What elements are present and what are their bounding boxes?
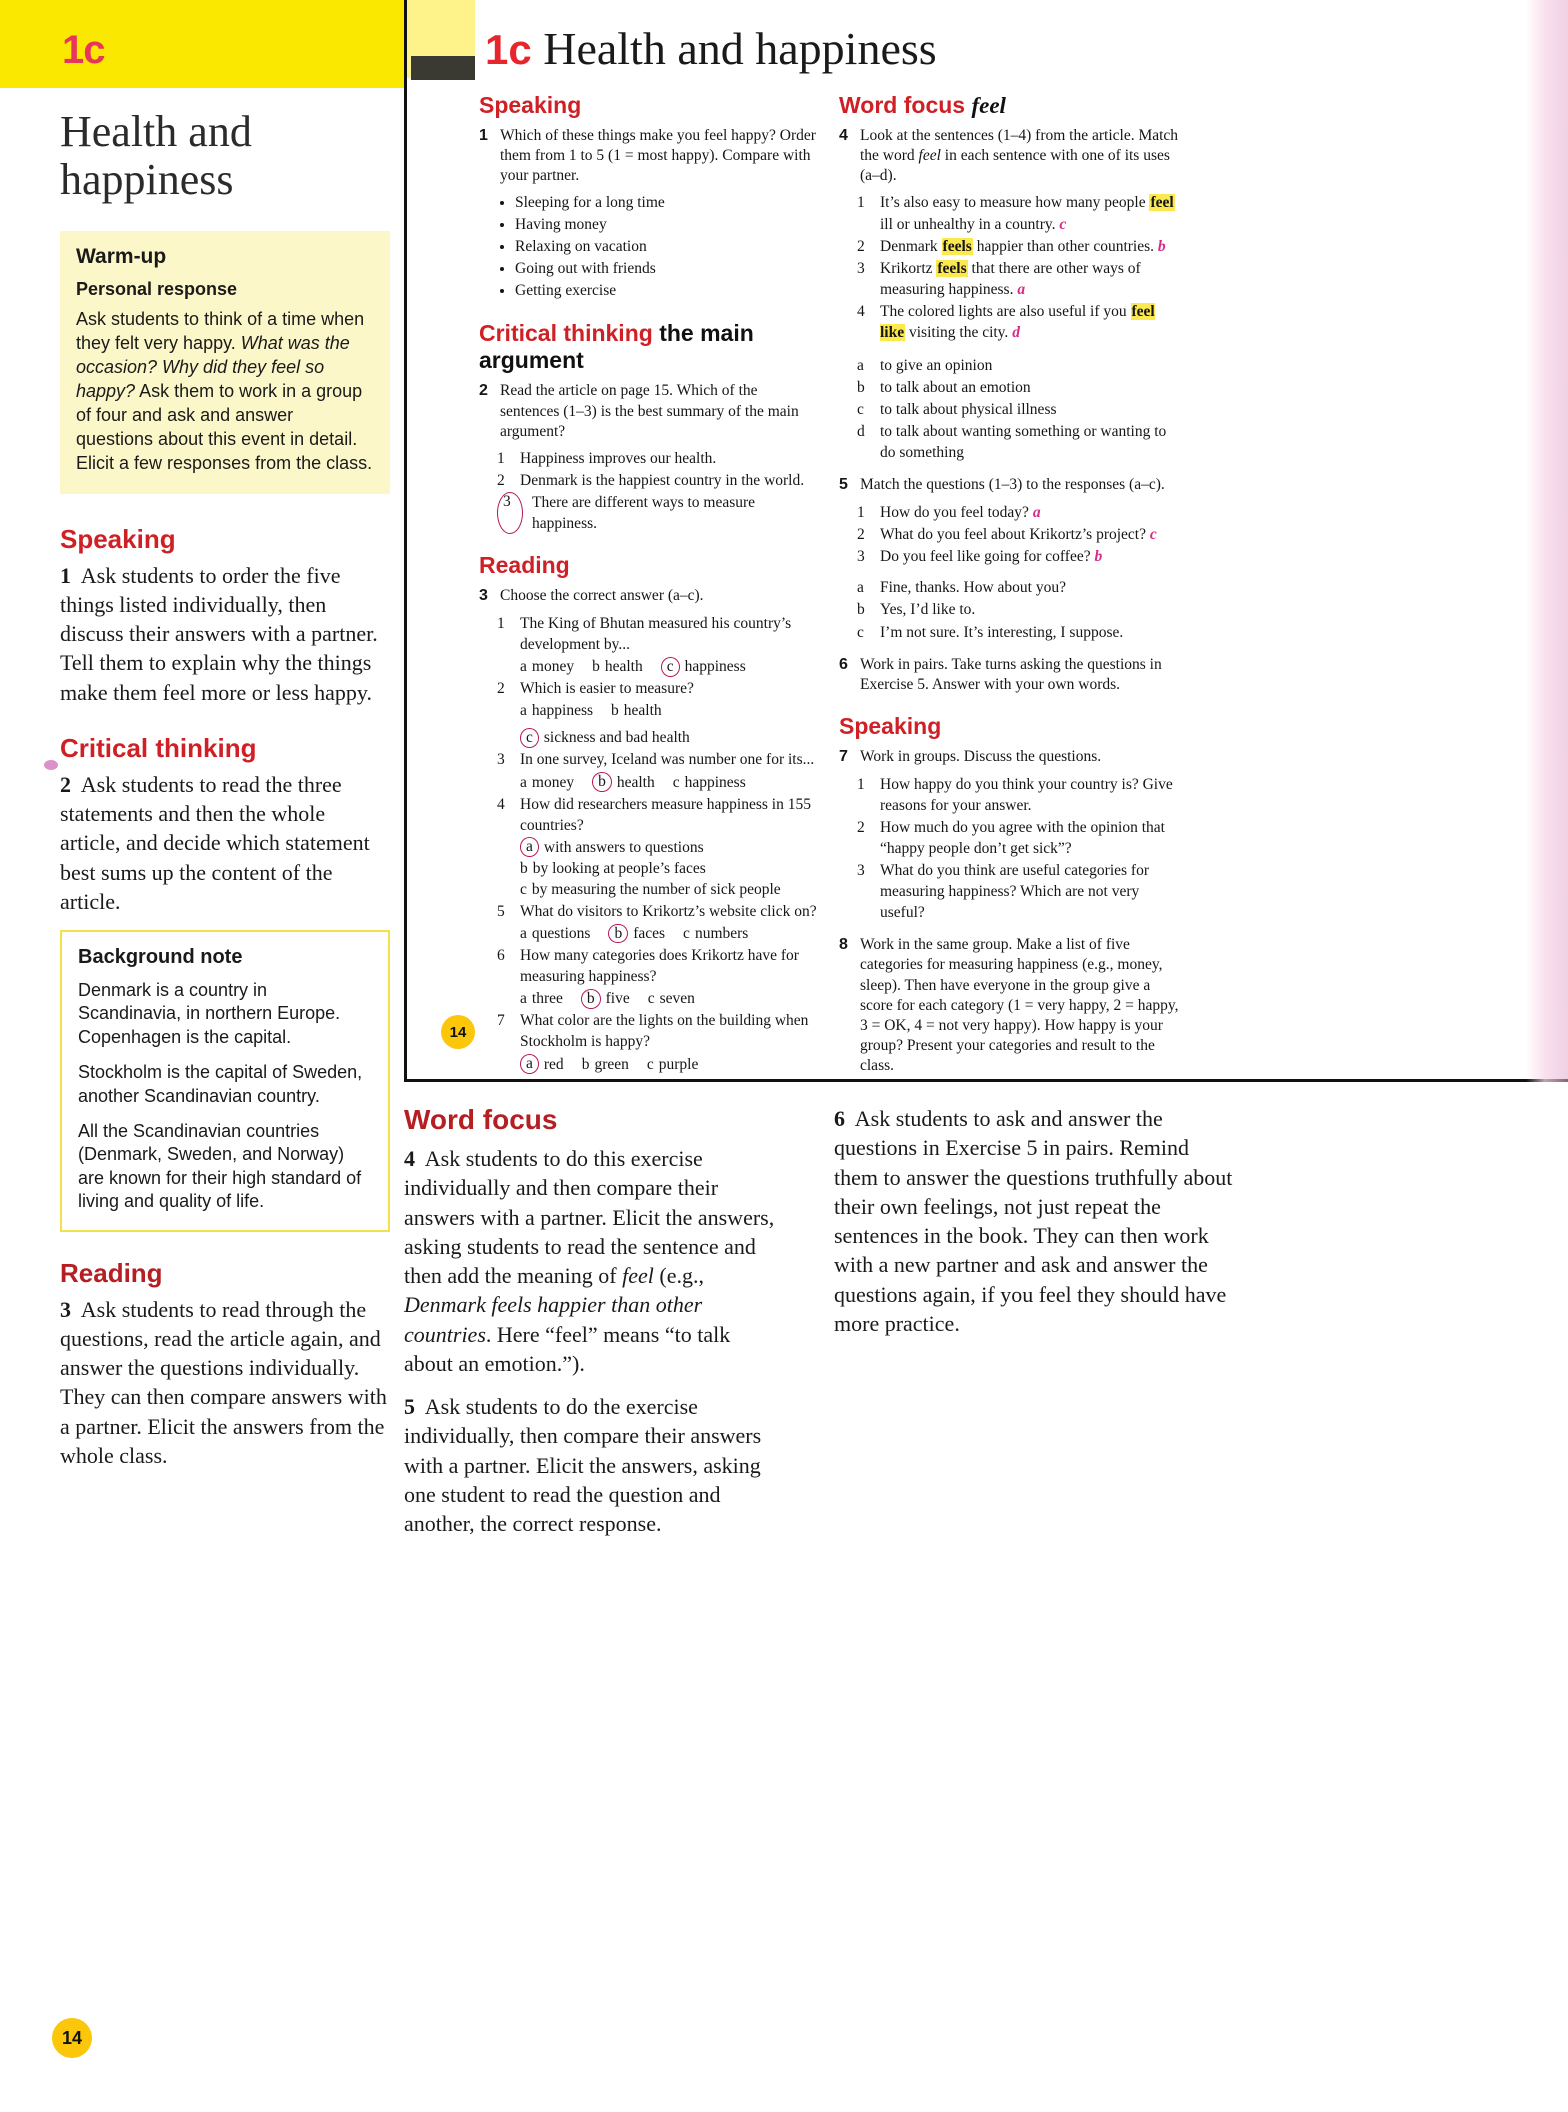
answer-options: [520, 923, 817, 944]
word-focus-heading-word: feel: [971, 93, 1006, 118]
option-text: green: [594, 1055, 629, 1073]
list-item: [857, 774, 1179, 816]
option-key: b: [520, 859, 528, 877]
list-item: [497, 794, 819, 900]
critical-heading-red: Critical thinking: [479, 320, 653, 347]
note-6-text: Ask students to ask and answer the questions in Exercise 5 in pairs. Remind them to answer the questions truthfully about their own feelings, not just repeat the sentences in the book. They can then work with a new partner and ask and answer the questions again, if you feel they should have more practice.: [834, 1106, 1233, 1336]
answer-option: [611, 700, 662, 721]
sentence-post: happier than other countries.: [972, 237, 1155, 255]
response-key: a: [857, 579, 864, 597]
list-item: [497, 1010, 819, 1074]
inset-speaking2-heading: Speaking: [839, 712, 942, 739]
list-item: [497, 448, 819, 469]
option-text: faces: [633, 925, 666, 943]
list-item: [857, 258, 1179, 300]
student-book-inset: [404, 0, 1568, 1082]
option-key: a: [520, 658, 527, 676]
option-key-circled: b: [608, 924, 628, 944]
inset-column-right: [839, 92, 1179, 1082]
question-number: 1: [497, 614, 505, 632]
question-text: The King of Bhutan measured his country’s development by...: [520, 614, 792, 654]
list-item: [857, 355, 1179, 376]
exercise-1-prompt: Which of these things make you feel happy? Order them from 1 to 5 (1 = most happy). Compare with your partner.: [500, 127, 816, 185]
background-note-box: [60, 930, 390, 1232]
teacher-reading-note: [60, 1295, 390, 1471]
item-text: What do you think are useful categories for measuring happiness? Which are not very useful?: [880, 862, 1150, 922]
question-number: 5: [497, 902, 505, 920]
teacher-reading-number: 3: [60, 1296, 71, 1322]
answer-option: [582, 1054, 629, 1075]
critical-thinking-options: [497, 448, 819, 534]
bottom-notes-right: [834, 1104, 1234, 1552]
option-key-circled: c: [661, 657, 680, 677]
inset-exercise-6: [839, 655, 1179, 695]
warm-up-box: [60, 231, 390, 494]
bottom-word-focus-heading: Word focus: [404, 1104, 558, 1135]
use-key: d: [857, 423, 865, 441]
sentence-pre: Krikortz: [880, 259, 937, 277]
option-text: health: [616, 773, 655, 791]
teacher-reading-text: Ask students to read through the questions, read the article again, and answer the questions individually. They can then compare answers with a partner. Elicit the answers from the whole class.: [60, 1296, 387, 1468]
question-key: 1: [857, 504, 865, 522]
list-item: • Relaxing on vacation: [515, 236, 819, 258]
question-number: 6: [497, 947, 505, 965]
answer-option: [520, 923, 590, 944]
reading-questions: [497, 613, 819, 1075]
inset-unit-number: 1c: [485, 26, 532, 73]
answer-options: [520, 656, 819, 677]
answer-options: [520, 700, 819, 748]
bottom-note-5: [404, 1392, 784, 1538]
note-4-c: . Here “feel” means “to talk about an emotion.”).: [404, 1321, 731, 1376]
option-text: with answers to questions: [543, 838, 704, 856]
question-text: How do you feel today?: [880, 504, 1029, 522]
list-item: [857, 546, 1179, 567]
handwritten-answer: a: [1032, 504, 1041, 522]
option-text: numbers: [694, 925, 749, 943]
exercise-4-number: 4: [839, 127, 848, 144]
word-focus-sentences: [857, 192, 1179, 343]
note-4-b: (e.g.,: [653, 1263, 704, 1288]
warm-up-text-italic: What was the occasion? Why did they feel so happy?: [76, 332, 350, 401]
teacher-critical-text: Ask students to read the three statements and then the whole article, and decide which statement best sums up the content of the article.: [60, 771, 370, 914]
highlighted-word: feels: [937, 259, 967, 277]
question-number: 7: [497, 1012, 505, 1030]
answer-option-selected: [520, 1054, 564, 1075]
highlighted-word: feel: [1150, 194, 1174, 212]
list-item: • Getting exercise: [515, 280, 819, 302]
answer-option: [520, 988, 563, 1009]
exercise-2-number: 2: [479, 382, 488, 400]
note-6-number: 6: [834, 1106, 845, 1131]
answer-options: [520, 988, 819, 1009]
option-text: money: [531, 773, 575, 791]
inset-reading-heading: Reading: [479, 552, 570, 579]
teacher-left-column: [60, 108, 390, 1476]
inset-title-text: Health and happiness: [543, 23, 937, 74]
option-text: purple: [658, 1055, 699, 1073]
word-focus-uses: [857, 355, 1179, 463]
answer-option-selected: [520, 727, 807, 748]
exercise-5-prompt: Match the questions (1–3) to the responses (a–c).: [860, 476, 1165, 494]
option-text: by measuring the number of sick people: [531, 880, 781, 898]
list-item: [497, 613, 819, 677]
use-text: to talk about wanting something or wanting to do something: [880, 423, 1167, 462]
unit-tag-left: 1c: [62, 28, 105, 72]
question-text: What color are the lights on the building when Stockholm is happy?: [520, 1012, 809, 1051]
option-key: a: [520, 925, 527, 943]
use-text: to talk about physical illness: [880, 401, 1057, 419]
response-text: Fine, thanks. How about you?: [880, 579, 1066, 597]
handwritten-answer: c: [1059, 215, 1067, 233]
answer-option: [683, 923, 748, 944]
exercise-4-prompt-a: Look at the sentences (1–4) from the article. Match the word: [860, 127, 1179, 165]
question-text: How many categories does Krikortz have for measuring happiness?: [520, 947, 799, 986]
background-note-p1: Denmark is a country in Scandinavia, in northern Europe. Copenhagen is the capital.: [78, 980, 341, 1047]
inset-critical-thinking-heading: [479, 320, 819, 374]
answer-option-selected: [520, 837, 807, 858]
option-key: b: [581, 1055, 590, 1073]
question-number: 4: [497, 795, 505, 813]
option-text: red: [543, 1055, 564, 1073]
inset-speaking-heading: Speaking: [479, 92, 582, 118]
option-text: health: [623, 702, 662, 720]
exercise-6-number: 6: [839, 655, 848, 673]
note-4-italic-1: feel: [622, 1263, 654, 1288]
option-key-circled: b: [581, 989, 601, 1009]
option-text: health: [604, 658, 643, 676]
answer-option: [520, 772, 574, 793]
list-item: [497, 945, 819, 1009]
option-key: c: [646, 1055, 654, 1073]
exercise-2-prompt: Read the article on page 15. Which of the sentences (1–3) is the best summary of the main argument?: [500, 382, 799, 440]
answer-option: [520, 700, 593, 721]
question-number: 2: [497, 680, 505, 698]
teacher-speaking-note: [60, 561, 390, 707]
note-4-a: Ask students to do this exercise individually and then compare their answers with a partner. Elicit the answers, asking students to read the sentence and then add the meaning of: [404, 1146, 775, 1288]
sentence-post: that there are other ways of measuring happiness.: [880, 259, 1141, 298]
use-text: to talk about an emotion: [880, 379, 1031, 397]
item-key: 1: [857, 775, 865, 793]
sentence-post: ill or unhealthy in a country.: [880, 215, 1056, 233]
inset-exercise-1: [479, 126, 819, 186]
response-key: b: [857, 601, 865, 619]
teacher-speaking-text: Ask students to order the five things listed individually, then discuss their answers with a partner. Tell them to explain why the things make them feel more or less happy.: [60, 562, 378, 705]
option-text: happiness: [531, 702, 594, 720]
inset-exercise-3: [479, 586, 819, 607]
item-key: 3: [857, 862, 865, 880]
warm-up-text-2: Ask them to work in a group of four and ask and answer questions about this event in detail. Elicit a few responses from the class.: [76, 380, 373, 473]
inset-word-focus-heading: [839, 92, 1179, 119]
option-key-circled: c: [520, 728, 539, 748]
inset-column-left: [479, 92, 819, 1081]
answer-option-selected: [581, 988, 630, 1009]
inset-exercise-5: [839, 475, 1179, 496]
option-text: by looking at people’s faces: [532, 859, 706, 877]
sentence-pre: Denmark: [880, 237, 942, 255]
background-note-title: Background note: [78, 946, 243, 969]
question-key: 3: [857, 548, 865, 566]
pink-pen-mark-icon: [44, 760, 58, 770]
exercise-4-prompt-italic: feel: [918, 147, 941, 165]
bottom-note-6: [834, 1104, 1234, 1338]
sentence-number: 2: [857, 237, 865, 255]
item-key: 2: [857, 818, 865, 836]
exercise-8-number: 8: [839, 936, 848, 954]
handwritten-answer: c: [1149, 526, 1157, 544]
question-text: Do you feel like going for coffee?: [880, 548, 1091, 566]
option-text: five: [605, 990, 630, 1008]
option-text: seven: [659, 990, 695, 1008]
list-item: • Sleeping for a long time: [515, 192, 819, 214]
teacher-reading-heading: Reading: [60, 1257, 163, 1288]
warm-up-title: Warm-up: [76, 245, 167, 269]
critical-heading-black: the main argument: [479, 320, 754, 374]
list-item: [857, 377, 1179, 398]
list-item: [857, 817, 1179, 859]
response-key: c: [857, 623, 864, 641]
answer-option: [520, 879, 807, 900]
option-key: 2: [497, 471, 505, 489]
answer-option: [520, 858, 807, 879]
list-item: [857, 524, 1179, 545]
exercise-6-prompt: Work in pairs. Take turns asking the questions in Exercise 5. Answer with your own words.: [860, 655, 1162, 693]
option-text: money: [531, 658, 575, 676]
bottom-note-4: [404, 1144, 784, 1378]
teacher-critical-thinking-note: [60, 770, 390, 916]
inset-exercise-2: [479, 381, 819, 441]
list-item: [857, 599, 1179, 620]
bottom-teacher-notes: [404, 1104, 1568, 1552]
list-item: [497, 470, 819, 491]
list-item: [497, 678, 819, 748]
question-text: In one survey, Iceland was number one for its...: [520, 751, 815, 769]
list-item: [497, 492, 819, 534]
bottom-notes-left: [404, 1104, 784, 1552]
question-number: 3: [497, 751, 505, 769]
list-item: [857, 860, 1179, 923]
option-key-circled: a: [520, 1054, 539, 1074]
highlighted-word: feel like: [880, 302, 1155, 341]
list-item: [857, 399, 1179, 420]
option-text: happiness: [684, 658, 746, 676]
list-item: [857, 577, 1179, 598]
response-text: Yes, I’d like to.: [880, 601, 976, 619]
list-item: • Having money: [515, 214, 819, 236]
option-key: b: [592, 658, 600, 676]
sentence-number: 4: [857, 302, 865, 320]
warm-up-text-1: Ask students to think of a time when they felt very happy.: [76, 309, 365, 353]
exercise-5-questions: [857, 502, 1179, 567]
teacher-critical-thinking-heading: Critical thinking: [60, 732, 257, 763]
list-item: [857, 622, 1179, 643]
list-item: [857, 236, 1179, 257]
question-key: 2: [857, 526, 865, 544]
option-key-circled: b: [592, 772, 612, 792]
response-text: I’m not sure. It’s interesting, I suppose.: [880, 623, 1124, 641]
sentence-pre: The colored lights are also useful if you: [880, 302, 1131, 320]
list-item: [857, 421, 1179, 463]
sentence-post: visiting the city.: [905, 323, 1009, 341]
use-key: a: [857, 356, 864, 374]
answer-option-selected: [661, 656, 746, 677]
exercise-7-items: [857, 774, 1179, 924]
inset-page-title: [485, 22, 937, 75]
handwritten-answer: b: [1157, 237, 1166, 255]
item-text: How much do you agree with the opinion that “happy people don’t get sick”?: [880, 818, 1165, 857]
highlighted-word: feels: [942, 237, 972, 255]
option-key-circled: 3: [497, 492, 523, 534]
teacher-critical-number: 2: [60, 771, 71, 797]
option-text: three: [531, 990, 563, 1008]
answer-options: [520, 772, 814, 793]
exercise-1-number: 1: [479, 127, 488, 144]
option-key: c: [683, 925, 690, 943]
question-text: Which is easier to measure?: [520, 680, 694, 698]
option-text: Happiness improves our health.: [520, 449, 717, 467]
answer-options: [520, 837, 819, 900]
answer-option: [647, 1054, 699, 1075]
option-key: c: [672, 773, 680, 791]
use-text: to give an opinion: [880, 356, 993, 374]
handwritten-answer: d: [1012, 323, 1020, 341]
option-key: a: [520, 702, 527, 720]
use-key: c: [857, 401, 864, 419]
option-text: There are different ways to measure happiness.: [532, 494, 756, 533]
use-key: b: [857, 379, 865, 397]
question-text: How did researchers measure happiness in 155 countries?: [520, 795, 811, 834]
teacher-speaking-heading: Speaking: [60, 523, 176, 554]
question-text: What do visitors to Krikortz’s website click on?: [520, 902, 817, 920]
exercise-8-prompt: Work in the same group. Make a list of five categories for measuring happiness (e.g., money, sleep). Then have everyone in the group give a score for each category (1 = very happy, 2 = happy, 3 = OK, 4 = not very happy). How happy is your group? Present your categories and result to the class.: [860, 936, 1179, 1075]
option-key: a: [520, 990, 527, 1008]
sentence-pre: It’s also easy to measure how many people: [880, 194, 1150, 212]
note-5-number: 5: [404, 1394, 415, 1419]
answer-option: [648, 988, 695, 1009]
inset-unit-tab-dark: [411, 56, 475, 80]
exercise-5-responses: [857, 577, 1179, 642]
inset-exercise-7: [839, 747, 1179, 768]
list-item: • Going out with friends: [515, 258, 819, 280]
page-title: Health and happiness: [60, 107, 252, 204]
warm-up-subtitle: Personal response: [76, 279, 238, 300]
handwritten-answer: b: [1094, 548, 1103, 566]
answer-option: [673, 772, 746, 793]
note-5-text: Ask students to do the exercise individually, then compare their answers with a partner. Elicit the answers, asking one student to read the question and another, the correct response.: [404, 1394, 762, 1536]
note-4-number: 4: [404, 1146, 415, 1171]
option-text: Denmark is the happiest country in the world.: [520, 471, 805, 489]
warm-up-body: [76, 308, 374, 476]
answer-option-selected: [592, 772, 655, 793]
speaking-bullet-list: [501, 192, 819, 302]
answer-option: [592, 656, 643, 677]
teacher-speaking-number: 1: [60, 562, 71, 588]
inset-exercise-8: [839, 935, 1179, 1076]
exercise-3-number: 3: [479, 587, 488, 605]
list-item: [857, 192, 1179, 234]
book-page-number-badge: 14: [52, 2018, 92, 2058]
background-note-p2: Stockholm is the capital of Sweden, another Scandinavian country.: [78, 1062, 363, 1106]
page-edge-fringe: [1526, 0, 1568, 1082]
list-item: [857, 502, 1179, 523]
handwritten-answer: a: [1017, 280, 1026, 298]
option-key: c: [520, 880, 527, 898]
option-text: happiness: [684, 773, 746, 791]
option-key: a: [520, 773, 527, 791]
option-text: sickness and bad health: [543, 729, 690, 747]
word-focus-heading-text: Word focus: [839, 92, 966, 118]
list-item: [857, 301, 1179, 343]
inset-exercise-4: [839, 126, 1179, 186]
option-text: questions: [531, 925, 591, 943]
sentence-number: 1: [857, 194, 865, 212]
item-text: How happy do you think your country is? Give reasons for your answer.: [880, 775, 1173, 814]
list-item: [497, 901, 819, 944]
option-key: c: [647, 990, 655, 1008]
option-key: 1: [497, 449, 505, 467]
option-key-circled: a: [520, 837, 539, 857]
question-text: What do you feel about Krikortz’s project?: [880, 526, 1146, 544]
exercise-3-prompt: Choose the correct answer (a–c).: [500, 587, 704, 605]
exercise-4-prompt-b: in each sentence with one of its uses (a–d).: [860, 147, 1170, 185]
exercise-5-number: 5: [839, 476, 848, 494]
background-note-p3: All the Scandinavian countries (Denmark, Sweden, and Norway) are known for their high standard of living and quality of life.: [78, 1121, 362, 1212]
inset-page-number-badge: 14: [441, 1015, 475, 1049]
exercise-7-number: 7: [839, 747, 848, 765]
exercise-7-prompt: Work in groups. Discuss the questions.: [860, 747, 1102, 765]
list-item: [497, 749, 819, 792]
answer-option: [520, 656, 574, 677]
answer-options: [520, 1054, 819, 1075]
answer-option-selected: [608, 923, 665, 944]
note-4-italic-2: Denmark feels happier than other countries: [404, 1292, 703, 1347]
sentence-number: 3: [857, 259, 865, 277]
option-key: b: [611, 702, 619, 720]
